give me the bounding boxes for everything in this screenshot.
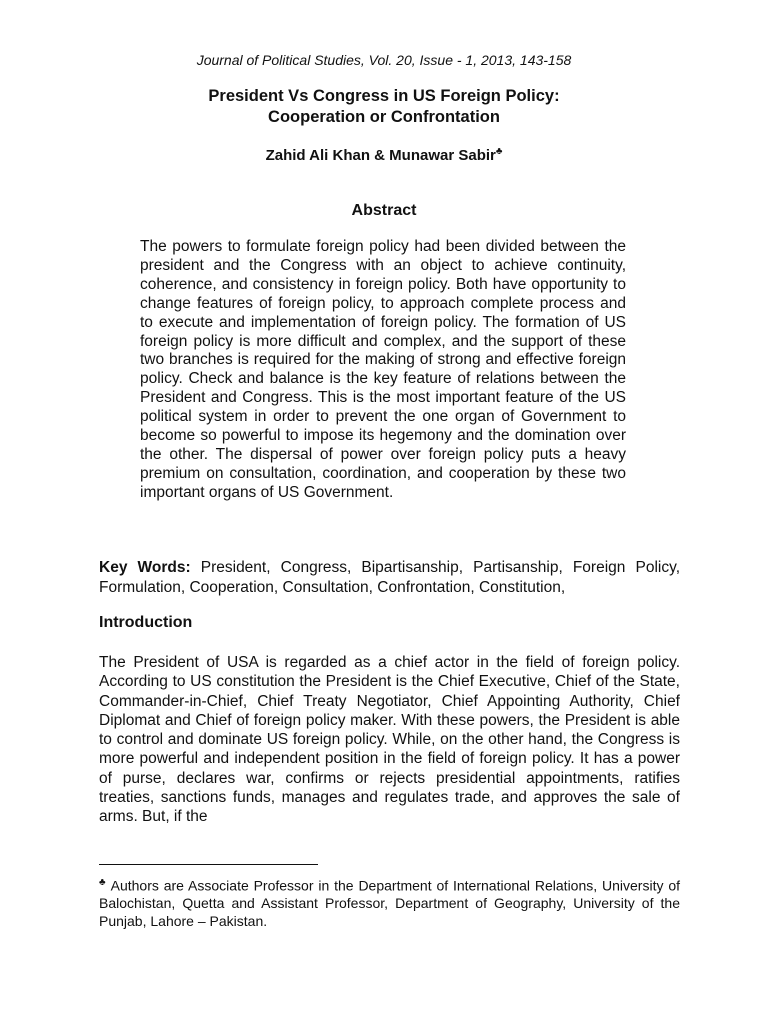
- author-line: [0, 146, 768, 164]
- paper-title: [0, 86, 768, 128]
- footnote: [99, 874, 680, 930]
- title-line-1: President Vs Congress in US Foreign Policy:: [208, 87, 560, 105]
- abstract-heading: Abstract: [351, 202, 417, 219]
- author-footnote-mark: ♣: [495, 146, 503, 157]
- journal-citation: Journal of Political Studies, Vol. 20, Issue - 1, 2013, 143-158: [196, 52, 572, 68]
- title-line-2: Cooperation or Confrontation: [268, 108, 500, 126]
- footnote-divider: [99, 864, 318, 865]
- keywords-label: Key Words:: [99, 559, 191, 576]
- author-names: Zahid Ali Khan & Munawar Sabir: [265, 147, 496, 164]
- introduction-heading: Introduction: [99, 614, 193, 631]
- keywords-list: President, Congress, Bipartisanship, Partisanship, Foreign Policy, Formulation, Cooperation, Consultation, Confrontation, Constitution,: [99, 559, 680, 596]
- keywords-paragraph: [99, 558, 680, 598]
- footnote-text: Authors are Associate Professor in the Department of International Relations, University of Balochistan, Quetta and Assistant Professor, Department of Geography, University of the Punjab, Lahore – Pakistan.: [99, 877, 680, 929]
- footnote-mark: ♣: [99, 877, 107, 888]
- abstract-text: The powers to formulate foreign policy had been divided between the president and the Congress with an object to achieve continuity, coherence, and consistency in foreign policy. Both have opportunity to change features of foreign policy, to approach complete process and to execute and implementation of foreign policy. The formation of US foreign policy is more difficult and complex, and the support of these two branches is required for the making of strong and effective foreign policy. Check and balance is the key feature of relations between the President and Congress. This is the most important feature of the US political system in order to prevent the one organ of Government to become so powerful to impose its hegemony and the domination over the other. The dispersal of power over foreign policy puts a heavy premium on consultation, coordination, and cooperation by these two important organs of US Government.: [140, 238, 626, 501]
- introduction-text: The President of USA is regarded as a chief actor in the field of foreign policy. According to US constitution the President is the Chief Executive, Chief of the State, Commander-in-Chief, Chief Treaty Negotiator, Chief Appointing Authority, Chief Diplomat and Chief of foreign policy maker. With these powers, the President is able to control and dominate US foreign policy. While, on the other hand, the Congress is more powerful and independent position in the field of foreign policy. It has a power of purse, declares war, confirms or rejects presidential appointments, ratifies treaties, sanctions funds, manages and regulates trade, and approves the sale of arms. But, if the: [99, 654, 680, 826]
